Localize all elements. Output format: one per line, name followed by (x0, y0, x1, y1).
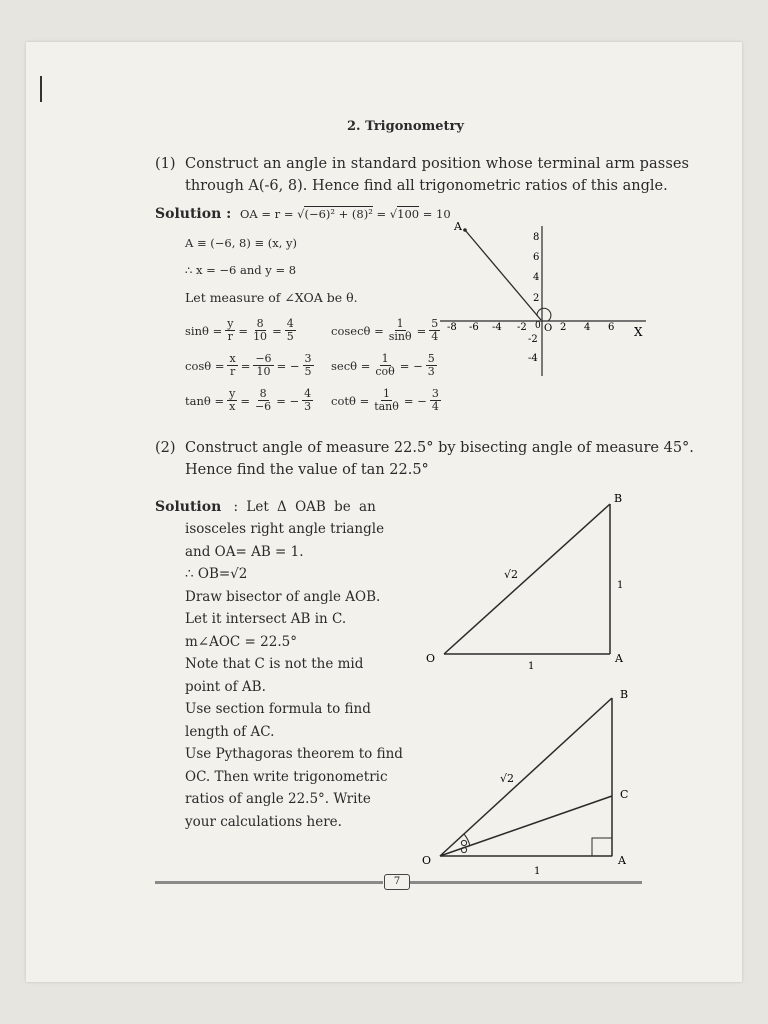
x-ticks (447, 322, 614, 333)
angle-arc (464, 834, 470, 846)
point-a-label: A (454, 220, 462, 233)
num: y (227, 317, 234, 330)
cot-ratio (331, 388, 441, 413)
solution2-line: isosceles right angle triangle (185, 521, 385, 537)
cot-lhs: cotθ = (331, 393, 370, 408)
frac (372, 388, 401, 413)
cos-ratio (185, 353, 314, 378)
frac (253, 353, 273, 378)
q2-line2: Hence find the value of tan 22.5° (185, 462, 429, 478)
frac (227, 353, 237, 378)
sec-lhs: secθ = (331, 358, 371, 373)
solution2-line: and OA= AB = 1. (185, 543, 304, 560)
den: coθ (375, 365, 395, 378)
y-ticks (528, 232, 539, 364)
q1-line1: Construct an angle in standard position whose terminal arm passes (185, 156, 690, 172)
hyp-label: √2 (500, 772, 515, 785)
cos-lhs: cosθ = (185, 358, 225, 373)
page-title: 2. Trigonometry (347, 119, 464, 134)
solution2-line: m∠AOC = 22.5° (185, 633, 297, 650)
vertex-o-label: O (422, 854, 432, 867)
triangle-oabc (418, 684, 638, 878)
x-axis-label: X (634, 325, 643, 339)
y-tick-label: 2 (533, 293, 540, 304)
x-tick-label: 2 (560, 322, 567, 333)
vertex-b-label: B (620, 688, 629, 701)
hyp-label: √2 (504, 568, 519, 581)
triangle-oab (418, 488, 638, 678)
num: 4 (286, 317, 294, 330)
den: r (229, 365, 236, 378)
frac (430, 388, 441, 413)
q1-number: (1) (155, 156, 176, 172)
footer-rule-left (155, 881, 383, 884)
den: 3 (427, 365, 435, 378)
footer-rule-right (410, 881, 642, 884)
y-tick-label: 6 (533, 252, 540, 263)
vertex-a-label: A (618, 854, 626, 867)
frac (303, 353, 314, 378)
solution2-first-line (155, 496, 376, 519)
side-label: 1 (617, 580, 624, 591)
den: tanθ (374, 400, 399, 413)
y-tick-label: 8 (533, 232, 540, 243)
frac (285, 318, 296, 343)
num: 3 (431, 387, 439, 400)
solution2-line: Use section formula to find (185, 701, 371, 717)
vertex-c-label: C (620, 788, 629, 801)
oa-eq2: = (372, 207, 390, 221)
den: 10 (253, 330, 268, 343)
x-tick-label: -6 (469, 322, 479, 333)
edge-mark (40, 76, 42, 102)
oa-root: (−6)² + (8)² (304, 207, 373, 221)
solution2-line: Use Pythagoras theorem to find (185, 746, 403, 762)
vertex-o-label: O (426, 652, 436, 665)
solution2-line: Note that C is not the mid (185, 656, 364, 672)
vertex-b-label: B (614, 492, 623, 505)
q1-line2: through A(-6, 8). Hence find all trigonometric ratios of this angle. (185, 178, 668, 194)
solution2-line: your calculations here. (185, 813, 342, 830)
frac (227, 388, 237, 413)
q2-number: (2) (155, 440, 176, 456)
num: x (229, 352, 236, 365)
solution2-line: point of AB. (185, 678, 266, 695)
angle-arc (537, 308, 551, 321)
page-number: 7 (384, 874, 410, 890)
base-label: 1 (528, 661, 535, 672)
solution2-line: ratios of angle 22.5°. Write (185, 791, 371, 807)
oa-result: = 10 (419, 207, 451, 221)
sin-lhs: sinθ = (185, 323, 223, 338)
eq-sign: = − (403, 393, 427, 408)
y-tick-label: -2 (528, 334, 538, 345)
num: 4 (304, 387, 312, 400)
vertex-a-label: A (615, 652, 623, 665)
num: 8 (259, 387, 267, 400)
tan-ratio (185, 388, 313, 413)
frac (373, 353, 396, 378)
y-tick-label: -4 (528, 353, 538, 364)
x-tick-label: -4 (492, 322, 502, 333)
base-label: 1 (534, 866, 541, 877)
y-tick-label: 4 (533, 272, 540, 283)
angle-mark (461, 840, 466, 845)
solution1-label: Solution : (155, 206, 232, 222)
solution2-line: length of AC. (185, 723, 275, 740)
eq-sign: = (240, 393, 250, 408)
den: −6 (254, 400, 272, 413)
den: r (227, 330, 233, 343)
solution2-label: Solution (155, 499, 222, 515)
x-tick-label: 6 (608, 322, 615, 333)
origin-label: O (544, 323, 553, 334)
den: 5 (286, 330, 294, 343)
x-tick-label: 4 (584, 322, 591, 333)
sec-ratio (331, 353, 437, 378)
right-angle-mark (592, 838, 612, 856)
x-tick-label: -8 (447, 322, 457, 333)
oa-root2: 100 (397, 207, 420, 221)
num: 5 (427, 352, 435, 365)
bisector-oc (440, 796, 612, 856)
x-tick-label: -2 (517, 322, 527, 333)
den: 4 (431, 330, 439, 343)
measure-text: Let measure of ∠XOA be θ. (185, 290, 358, 305)
eq-sign: = (272, 323, 282, 338)
eq-sign: = (238, 323, 249, 338)
cosec-ratio (331, 318, 440, 343)
solution2-lines (185, 518, 403, 833)
a-point: A ≡ (−6, 8) ≡ (x, y) (185, 236, 298, 250)
side-ob (440, 698, 612, 856)
den: 3 (304, 400, 312, 413)
num: −6 (255, 352, 272, 365)
frac (225, 318, 235, 343)
num: 1 (381, 352, 389, 365)
den: 4 (431, 400, 439, 413)
xy-values: ∴ x = −6 and y = 8 (185, 263, 297, 277)
coordinate-graph (436, 218, 656, 378)
terminal-arm (465, 230, 541, 320)
num: 8 (256, 317, 264, 330)
oa-equation: OA = r = √(−6)² + (8)² = √100 = 10 (240, 207, 451, 221)
solution2-line: Let it intersect AB in C. (185, 611, 347, 627)
solution2-line: OC. Then write trigonometric (185, 768, 388, 785)
cosec-lhs: cosecθ = (331, 323, 384, 338)
den: x (229, 400, 236, 413)
frac (387, 318, 414, 343)
num: 3 (304, 352, 312, 365)
zero-label: 0 (535, 321, 541, 331)
den: 5 (304, 365, 312, 378)
frac (253, 388, 273, 413)
eq-sign: = − (276, 358, 300, 373)
side-ob (444, 504, 610, 654)
solution2-line: ∴ OB=√2 (185, 566, 248, 582)
num: y (229, 387, 236, 400)
solution2-intro: : Let Δ OAB be an (233, 499, 376, 515)
tan-lhs: tanθ = (185, 393, 225, 408)
den: 10 (256, 365, 271, 378)
num: 1 (383, 387, 391, 400)
num: 1 (396, 317, 404, 330)
eq-sign: = (240, 358, 251, 373)
solution2-line: Draw bisector of angle AOB. (185, 588, 381, 605)
sin-ratio (185, 318, 296, 343)
eq-sign: = − (399, 358, 423, 373)
frac (302, 388, 313, 413)
q2-line1: Construct angle of measure 22.5° by bisecting angle of measure 45°. (185, 440, 694, 456)
oa-eq-text: OA = r = (240, 207, 298, 221)
point-a-dot (463, 228, 467, 232)
den: sinθ (388, 330, 412, 343)
eq-sign: = (416, 323, 427, 338)
eq-sign: = − (276, 393, 300, 408)
frac (251, 318, 269, 343)
num: 5 (431, 317, 439, 330)
